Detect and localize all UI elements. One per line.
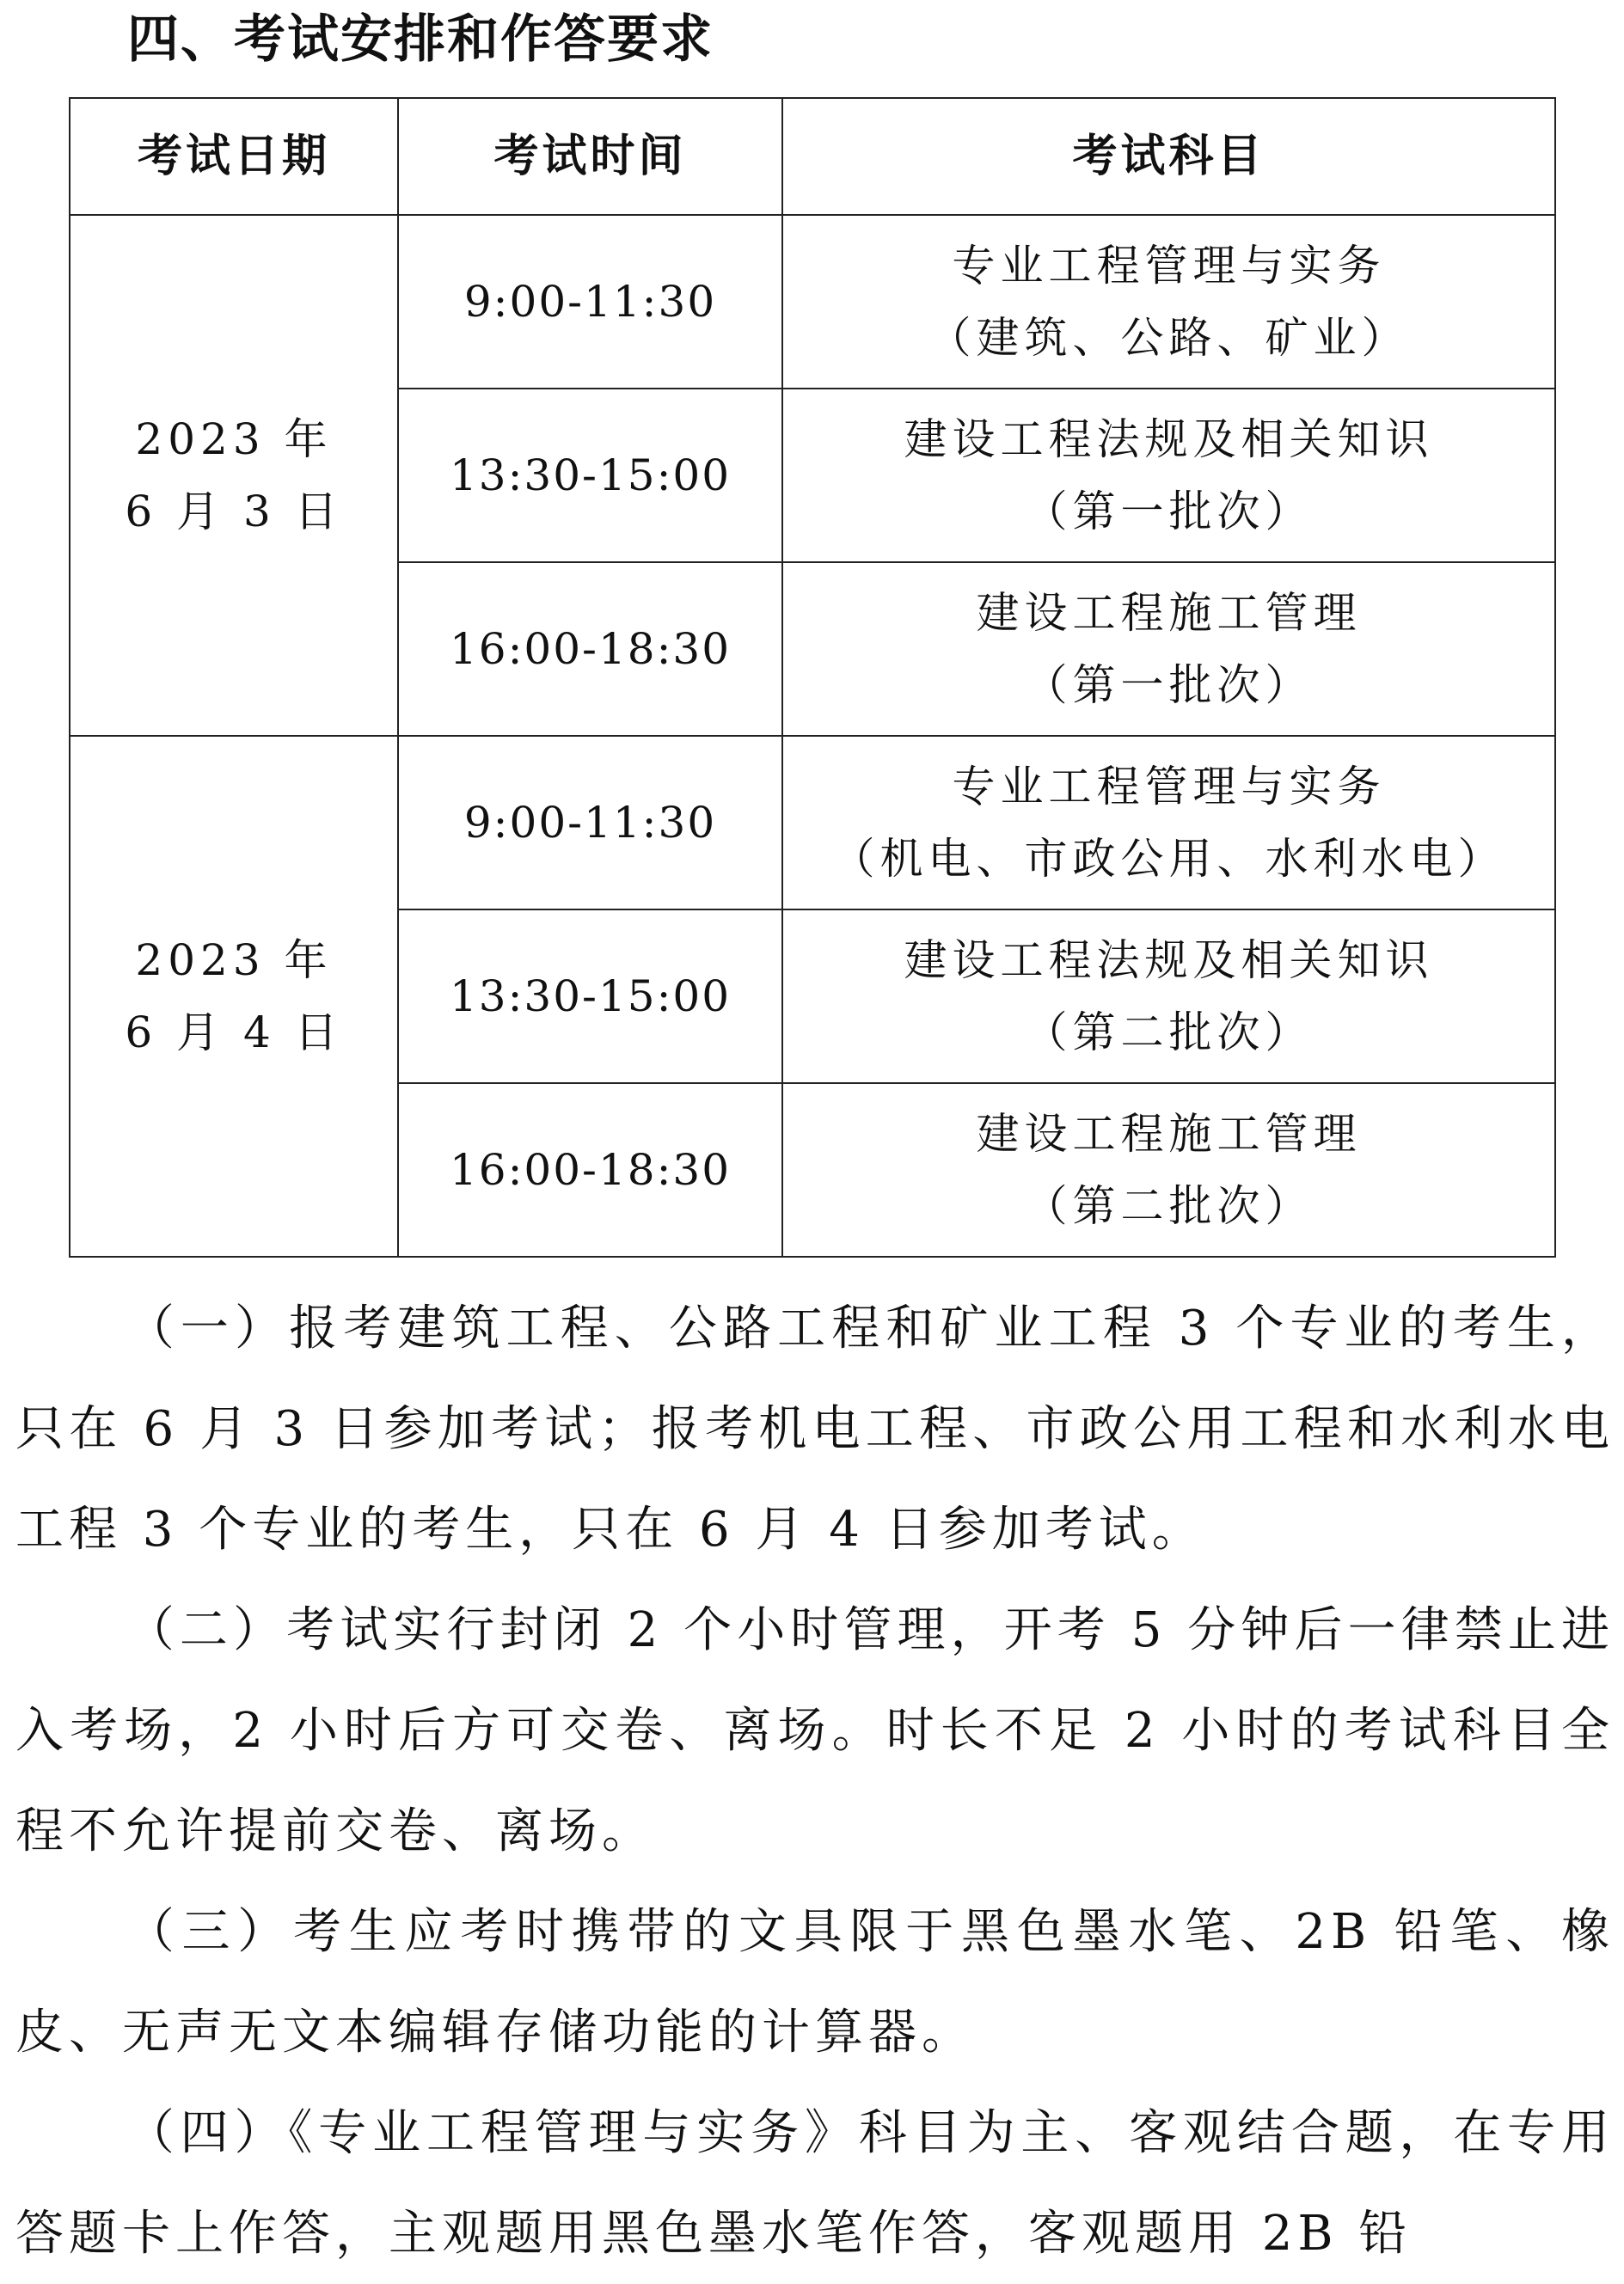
paragraph-2: （二）考试实行封闭 2 个小时管理，开考 5 分钟后一律禁止进入考场，2 小时后方可交卷、离场。时长不足 2 小时的考试科目全程不允许提前交卷、离场。	[15, 1602, 1615, 1859]
header-exam-subject: 考试科目	[782, 98, 1555, 215]
subject-title: 建设工程施工管理	[976, 1109, 1362, 1159]
time-text: 13:30-15:00	[449, 450, 732, 500]
subject-title: 建设工程法规及相关知识	[904, 414, 1434, 464]
date-day: 6 月 3 日	[125, 487, 343, 536]
subject-note: （机电、市政公用、水利水电）	[831, 834, 1506, 884]
date-year: 2023 年	[135, 414, 333, 464]
time-cell	[398, 1083, 782, 1257]
header-exam-date: 考试日期	[70, 98, 398, 215]
time-text: 13:30-15:00	[449, 971, 732, 1021]
subject-cell	[782, 389, 1555, 562]
subject-cell	[782, 215, 1555, 389]
subject-cell	[782, 562, 1555, 736]
header-exam-time: 考试时间	[398, 98, 782, 215]
exam-schedule-table	[69, 97, 1556, 1258]
subject-note: （第二批次）	[1024, 1007, 1314, 1057]
time-cell	[398, 562, 782, 736]
time-text: 16:00-18:30	[449, 1145, 732, 1195]
requirements-text	[15, 1278, 1615, 2284]
paragraph-1: （一）报考建筑工程、公路工程和矿业工程 3 个专业的考生，只在 6 月 3 日参加考试；报考机电工程、市政公用工程和水利水电工程 3 个专业的考生，只在 6 月 4 日参加考试。	[15, 1301, 1615, 1558]
paragraph-3: （三）考生应考时携带的文具限于黑色墨水笔、2B 铅笔、橡皮、无声无文本编辑存储功能的计算器。	[15, 1904, 1615, 2060]
section-heading: 四、考试安排和作答要求	[127, 9, 714, 70]
time-text: 9:00-11:30	[463, 798, 717, 848]
date-cell-june-3	[70, 215, 398, 736]
subject-title: 专业工程管理与实务	[952, 241, 1386, 291]
date-day: 6 月 4 日	[125, 1007, 343, 1057]
table-row	[70, 215, 1555, 389]
table-header-row	[70, 98, 1555, 215]
subject-title: 专业工程管理与实务	[952, 762, 1386, 811]
subject-cell	[782, 909, 1555, 1083]
subject-note: （建筑、公路、矿业）	[928, 313, 1410, 363]
subject-title: 建设工程施工管理	[976, 588, 1362, 638]
time-text: 9:00-11:30	[463, 277, 717, 327]
time-cell	[398, 909, 782, 1083]
date-year: 2023 年	[135, 935, 333, 985]
paragraph-4: （四）《专业工程管理与实务》科目为主、客观结合题，在专用答题卡上作答，主观题用黑色墨水笔作答，客观题用 2B 铅	[15, 2105, 1615, 2262]
time-text: 16:00-18:30	[449, 624, 732, 674]
time-cell	[398, 389, 782, 562]
date-cell-june-4	[70, 736, 398, 1257]
subject-note: （第一批次）	[1024, 660, 1314, 710]
subject-note: （第一批次）	[1024, 487, 1314, 536]
table-row	[70, 736, 1555, 909]
time-cell	[398, 215, 782, 389]
subject-cell	[782, 736, 1555, 909]
subject-cell	[782, 1083, 1555, 1257]
subject-title: 建设工程法规及相关知识	[904, 935, 1434, 985]
subject-note: （第二批次）	[1024, 1181, 1314, 1231]
time-cell	[398, 736, 782, 909]
